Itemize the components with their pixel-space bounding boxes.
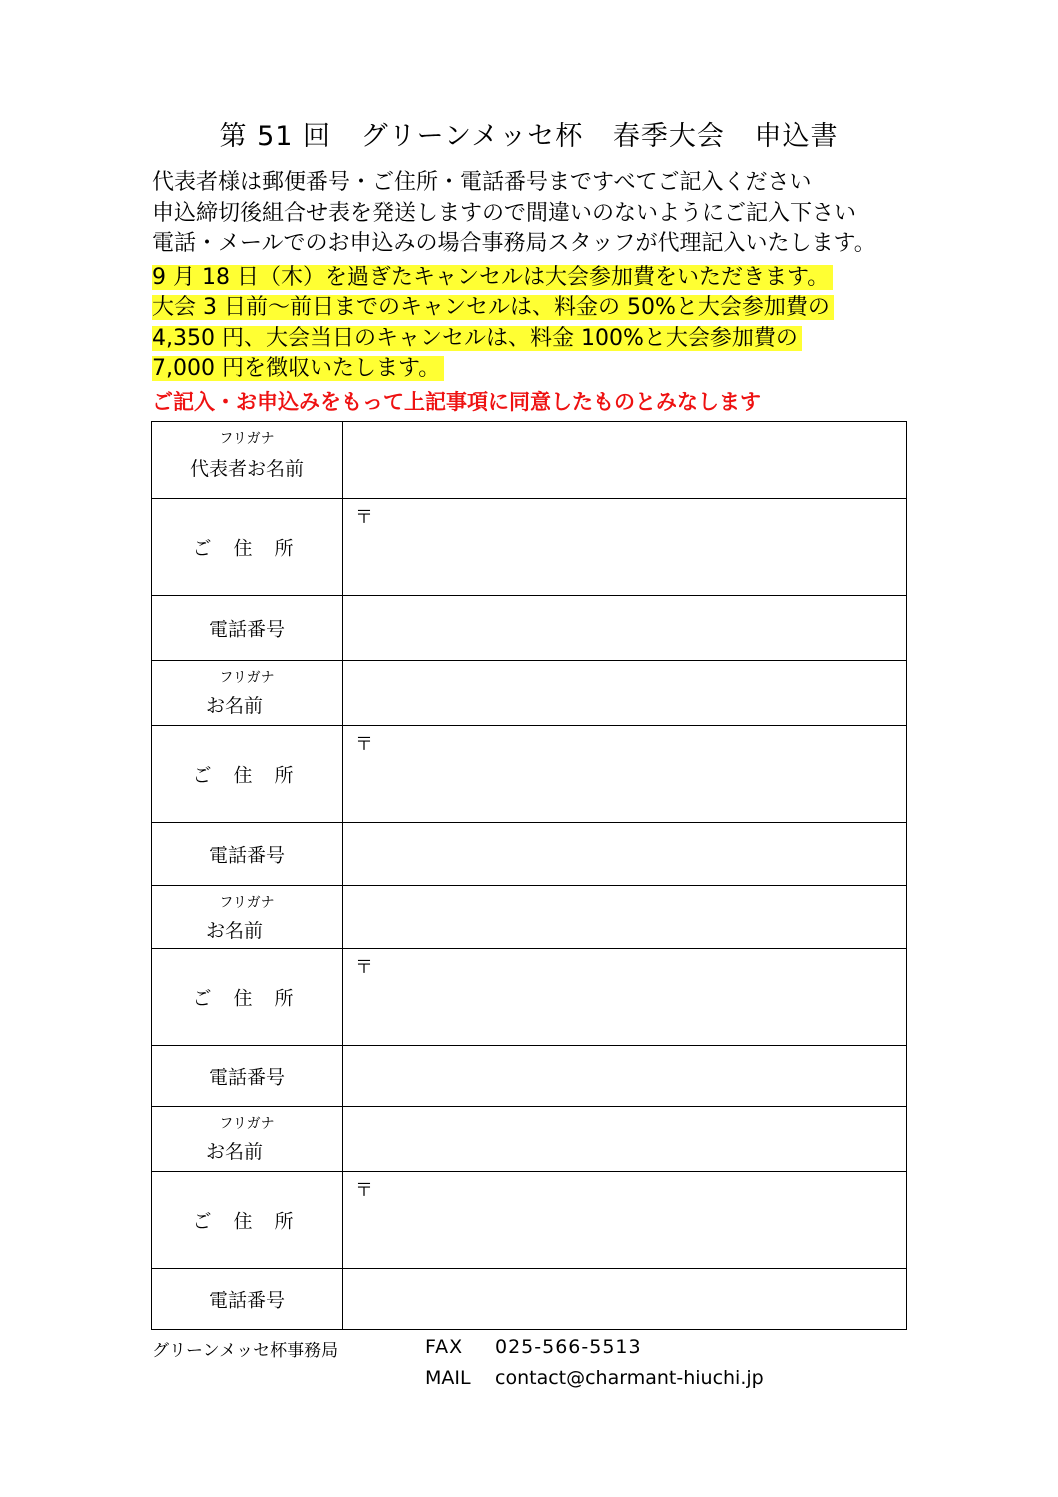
address-label: ご 住 所 [192,764,302,787]
postal-mark: 〒 [355,734,373,755]
phone-label-cell [152,596,343,661]
member-name-row [152,886,907,949]
address-row [152,949,907,1046]
furigana-label: フリガナ [219,431,275,447]
mail-address[interactable]: contact@charmant-hiuchi.jp [495,1367,764,1389]
address-field[interactable] [343,499,907,596]
phone-label: 電話番号 [208,1066,285,1089]
office-name: グリーンメッセ杯事務局 [152,1341,339,1361]
address-row [152,726,907,823]
phone-field[interactable] [343,1046,907,1107]
cancellation-policy [152,263,962,385]
name-label: お名前 [206,695,264,717]
fax-line [425,1336,642,1358]
name-field[interactable] [343,886,907,949]
address-label-cell [152,1172,343,1269]
address-row [152,1172,907,1269]
phone-label-cell [152,1269,343,1330]
address-label-cell [152,499,343,596]
note-line: 電話・メールでのお申込みの場合事務局スタッフが代理記入いたします。 [152,231,876,256]
address-label: ご 住 所 [192,987,302,1010]
phone-row [152,823,907,886]
rep-name-label-cell [152,422,343,499]
policy-line: 9 月 18 日（木）を過ぎたキャンセルは大会参加費をいただきます。 [152,265,833,290]
postal-mark: 〒 [355,1180,373,1201]
address-row [152,499,907,596]
phone-label-cell [152,1046,343,1107]
name-label: お名前 [206,920,264,942]
fax-number: 025-566-5513 [495,1336,642,1358]
phone-row [152,1046,907,1107]
address-label: ご 住 所 [192,537,302,560]
name-field[interactable] [343,1107,907,1172]
phone-row [152,596,907,661]
phone-label: 電話番号 [208,844,285,867]
name-label: お名前 [206,1141,264,1163]
note-line: 申込締切後組合せ表を発送しますので間違いのないようにご記入下さい [152,200,857,226]
title-edition: 第 51 回 [219,121,332,152]
policy-line: 7,000 円を徴収いたします。 [152,356,444,381]
rep-name-label: 代表者お名前 [189,458,304,480]
rep-name-row [152,422,907,499]
phone-field[interactable] [343,1269,907,1330]
title-season: 春季大会 [612,121,725,152]
phone-row [152,1269,907,1330]
address-field[interactable] [343,949,907,1046]
consent-notice: ご記入・お申込みをもって上記事項に同意したものとみなします [152,389,761,414]
policy-line: 大会 3 日前～前日までのキャンセルは、料金の 50%と大会参加費の [152,295,834,320]
title-form: 申込書 [754,121,839,152]
postal-mark: 〒 [355,957,373,978]
phone-label: 電話番号 [208,1289,285,1312]
application-form [151,421,907,1330]
rep-name-field[interactable] [343,422,907,499]
member-name-row [152,661,907,726]
policy-line: 4,350 円、大会当日のキャンセルは、料金 100%と大会参加費の [152,326,802,351]
name-label-cell [152,661,343,726]
address-label-cell [152,949,343,1046]
phone-field[interactable] [343,823,907,886]
name-field[interactable] [343,661,907,726]
furigana-label: フリガナ [219,1116,275,1132]
address-field[interactable] [343,726,907,823]
phone-label: 電話番号 [208,618,285,641]
address-field[interactable] [343,1172,907,1269]
note-line: 代表者様は郵便番号・ご住所・電話番号まですべてご記入ください [152,170,812,195]
name-label-cell [152,886,343,949]
postal-mark: 〒 [355,507,373,528]
phone-field[interactable] [343,596,907,661]
instructions [152,168,962,417]
address-label-cell [152,726,343,823]
member-name-row [152,1107,907,1172]
furigana-label: フリガナ [219,670,275,686]
fax-label: FAX [425,1336,464,1358]
furigana-label: フリガナ [219,895,275,911]
title-cup: グリーンメッセ杯 [360,121,584,152]
mail-label: MAIL [425,1367,471,1389]
mail-line [425,1367,764,1389]
phone-label-cell [152,823,343,886]
name-label-cell [152,1107,343,1172]
page-title [0,114,1058,153]
address-label: ご 住 所 [192,1210,302,1233]
